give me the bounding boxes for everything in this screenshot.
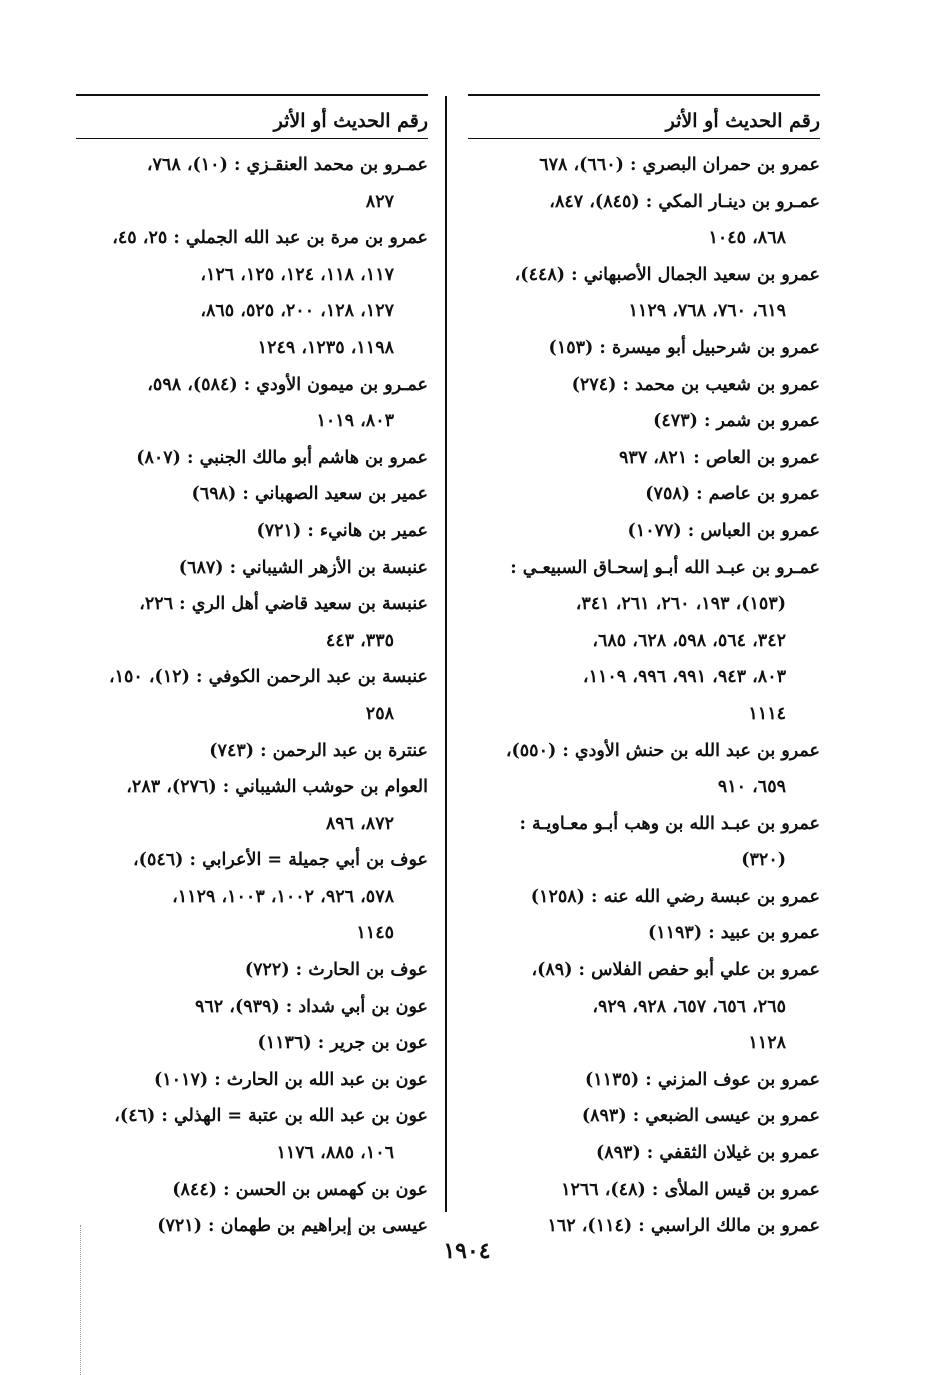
entry-continuation-line: ٢٥٨ <box>365 703 394 724</box>
index-entry <box>76 733 428 770</box>
entry-name-line: عمـرو بن دينـار المكي : (٨٤٥)، ٨٤٧، <box>549 191 820 212</box>
left-column <box>76 94 428 1245</box>
entry-continuation-line: ٦٥٩، ٩١٠ <box>717 777 786 798</box>
index-entry <box>468 806 820 879</box>
index-entry <box>76 550 428 587</box>
entry-continuation-line: ٢٦٥، ٦٥٦، ٦٥٧، ٩٢٨، ٩٢٩، <box>592 996 786 1017</box>
entry-name-line: عمرو بن غيلان الثقفي : (٨٩٣) <box>595 1143 820 1164</box>
entry-continuation-line: ١٢٧، ١٢٨، ٢٠٠، ٥٢٥، ٨٦٥، <box>200 301 394 322</box>
entry-name-line: العوام بن حوشب الشيباني : (٢٧٦)، ٢٨٣، <box>126 777 428 798</box>
index-entry <box>468 257 820 330</box>
entry-name-line: عمرو بن شرحبيل أبو ميسرة : (١٥٣) <box>548 337 820 358</box>
entry-continuation-line: ١١٢٨ <box>748 1033 786 1054</box>
entry-name-line: عيسى بن إبراهيم بن طهمان : (٧٢١) <box>157 1216 428 1237</box>
index-entry <box>468 513 820 550</box>
index-entry <box>468 952 820 1062</box>
entry-name-line: عوف بن الحارث : (٧٢٢) <box>244 960 428 981</box>
entry-continuation-line: ٨٦٨، ١٠٤٥ <box>708 228 786 249</box>
entry-name-line: عمرو بن عبد الله بن حنش الأودي : (٥٥٠)، <box>505 740 820 761</box>
index-entry <box>468 879 820 916</box>
index-entry <box>76 476 428 513</box>
entry-name-line: عمرو بن شعيب بن محمد : (٢٧٤) <box>571 374 820 395</box>
entry-name-line: عمير بن هانيء : (٧٢١) <box>256 520 428 541</box>
entry-name-line: عمير بن سعيد الصهباني : (٦٩٨) <box>191 484 428 505</box>
entry-continuation-line: ١١٩٨، ١٢٣٥، ١٢٤٩ <box>257 337 394 358</box>
entry-name-line: عمرو بن مالك الراسبي : (١١٤)، ١٦٢ <box>547 1216 820 1237</box>
right-entries-list <box>468 147 820 1245</box>
entry-name-line: عمرو بن عاصم : (٧٥٨) <box>645 484 820 505</box>
index-entry <box>76 367 428 440</box>
index-entry <box>468 1135 820 1172</box>
entry-continuation-line: ١١٤٥ <box>356 923 394 944</box>
entry-name-line: عنبسة بن سعيد قاضي أهل الري : ٢٢٦، <box>139 594 428 615</box>
index-entry <box>468 147 820 184</box>
entry-continuation-line: ١١٧، ١١٨، ١٢٤، ١٢٥، ١٢٦، <box>200 264 394 285</box>
index-entry <box>468 915 820 952</box>
entry-name-line: عمرو بن عبسة رضي الله عنه : (١٢٥٨) <box>530 886 820 907</box>
index-entry <box>76 989 428 1026</box>
entry-continuation-line: ٣٤٢، ٥٦٤، ٥٩٨، ٦٢٨، ٦٨٥، <box>592 630 786 651</box>
entry-name-line: عمرو بن حمران البصري : (٦٦٠)، ٦٧٨ <box>539 155 820 175</box>
entry-name-line: عنترة بن عبد الرحمن : (٧٤٣) <box>209 740 428 761</box>
index-entry <box>76 513 428 550</box>
column-header-left: رقم الحديث أو الأثر <box>76 94 428 139</box>
entry-continuation-line: ٨٠٣، ١٠١٩ <box>316 411 394 432</box>
index-entry <box>468 550 820 733</box>
index-entry <box>76 440 428 477</box>
entry-continuation-line: ٨٠٣، ٩٤٣، ٩٩١، ٩٩٦، ١١٠٩، <box>582 667 786 688</box>
index-entry <box>468 1098 820 1135</box>
entry-continuation-line: (٣٢٠) <box>741 850 786 871</box>
index-entry <box>468 733 820 806</box>
entry-name-line: عمرو بن عبيد : (١١٩٣) <box>647 923 820 944</box>
index-entry <box>468 403 820 440</box>
index-entry <box>76 586 428 659</box>
entry-name-line: عمرو بن سعيد الجمال الأصبهاني : (٤٤٨)، <box>514 264 820 285</box>
entry-name-line: عمرو بن العباس : (١٠٧٧) <box>627 520 820 541</box>
entry-name-line: عمـرو بن محمد العنقـزي : (١٠)، ٧٦٨، <box>146 155 428 175</box>
entry-name-line: عمرو بن هاشم أبو مالك الجنبي : (٨٠٧) <box>136 447 428 468</box>
index-entry <box>76 769 428 842</box>
entry-name-line: عون بن عبد الله بن الحارث : (١٠١٧) <box>153 1069 428 1090</box>
entry-name-line: عمرو بن عيسى الضبعي : (٨٩٣) <box>581 1106 820 1127</box>
entry-continuation-line: ٨٧٢، ٨٩٦ <box>325 813 394 834</box>
entry-name-line: عمرو بن علي أبو حفص الفلاس : (٨٩)، <box>531 960 820 981</box>
entry-name-line: عمرو بن عبـد الله بن وهب أبـو معـاويـة : <box>519 813 820 834</box>
index-entry <box>76 842 428 952</box>
index-entry <box>468 367 820 404</box>
index-entry <box>76 1172 428 1209</box>
index-entry <box>76 952 428 989</box>
entry-name-line: عمـرو بن عبـد الله أبـو إسحـاق السبيعـي : <box>510 557 820 578</box>
index-entry <box>76 147 428 220</box>
index-entry <box>468 476 820 513</box>
index-entry <box>468 440 820 477</box>
entry-name-line: عمرو بن العاص : ٨٢١، ٩٣٧ <box>619 447 820 468</box>
left-entries-list <box>76 147 428 1245</box>
entry-name-line: عمرو بن مرة بن عبد الله الجملي : ٢٥، ٤٥، <box>112 228 428 249</box>
entry-name-line: عون بن كهمس بن الحسن : (٨٤٤) <box>172 1179 428 1200</box>
entry-name-line: عمـرو بن ميمون الأودي : (٥٨٤)، ٥٩٨، <box>147 374 428 395</box>
entry-continuation-line: (١٥٣)، ١٩٣، ٢٦٠، ٢٦١، ٣٤١، <box>575 594 786 615</box>
index-entry <box>468 1062 820 1099</box>
entry-continuation-line: ٦١٩، ٧٦٠، ٧٦٨، ١١٢٩ <box>628 301 786 322</box>
entry-name-line: عنبسة بن الأزهر الشيباني : (٦٨٧) <box>178 557 428 578</box>
entry-continuation-line: ٣٣٥، ٤٤٣ <box>325 630 394 651</box>
entry-name-line: عمرو بن شمر : (٤٧٣) <box>653 411 820 432</box>
index-entry <box>468 1172 820 1209</box>
entry-name-line: عون بن عبد الله بن عتبة = الهذلي : (٤٦)، <box>114 1106 428 1127</box>
page-number: ١٩٠٤ <box>443 1238 491 1264</box>
entry-continuation-line: ٥٧٨، ٩٢٦، ١٠٠٢، ١٠٠٣، ١١٢٩، <box>172 886 394 907</box>
entry-name-line: عون بن أبي شداد : (٩٣٩)، ٩٦٢ <box>195 996 428 1017</box>
entry-name-line: عون بن جرير : (١١٣٦) <box>257 1033 428 1054</box>
index-entry <box>468 184 820 257</box>
right-column <box>468 94 820 1245</box>
entry-name-line: عمرو بن عوف المزني : (١١٣٥) <box>585 1069 820 1090</box>
index-entry <box>76 1025 428 1062</box>
index-entry <box>468 330 820 367</box>
entry-name-line: عمرو بن قيس الملأى : (٤٨)، ١٢٦٦ <box>561 1179 820 1200</box>
index-entry <box>76 1062 428 1099</box>
entry-name-line: عوف بن أبي جميلة = الأعرابي : (٥٤٦)، <box>133 850 428 871</box>
index-entry <box>76 1098 428 1171</box>
entry-continuation-line: ١١١٤ <box>748 703 786 724</box>
entry-continuation-line: ١٠٦، ٨٨٥، ١١٧٦ <box>276 1143 394 1164</box>
entry-name-line: عنبسة بن عبد الرحمن الكوفي : (١٢)، ١٥٠، <box>108 667 428 688</box>
column-divider <box>445 96 447 1212</box>
index-entry <box>76 659 428 732</box>
column-header-right: رقم الحديث أو الأثر <box>468 94 820 139</box>
entry-continuation-line: ٨٢٧ <box>365 191 394 212</box>
index-entry <box>76 220 428 366</box>
